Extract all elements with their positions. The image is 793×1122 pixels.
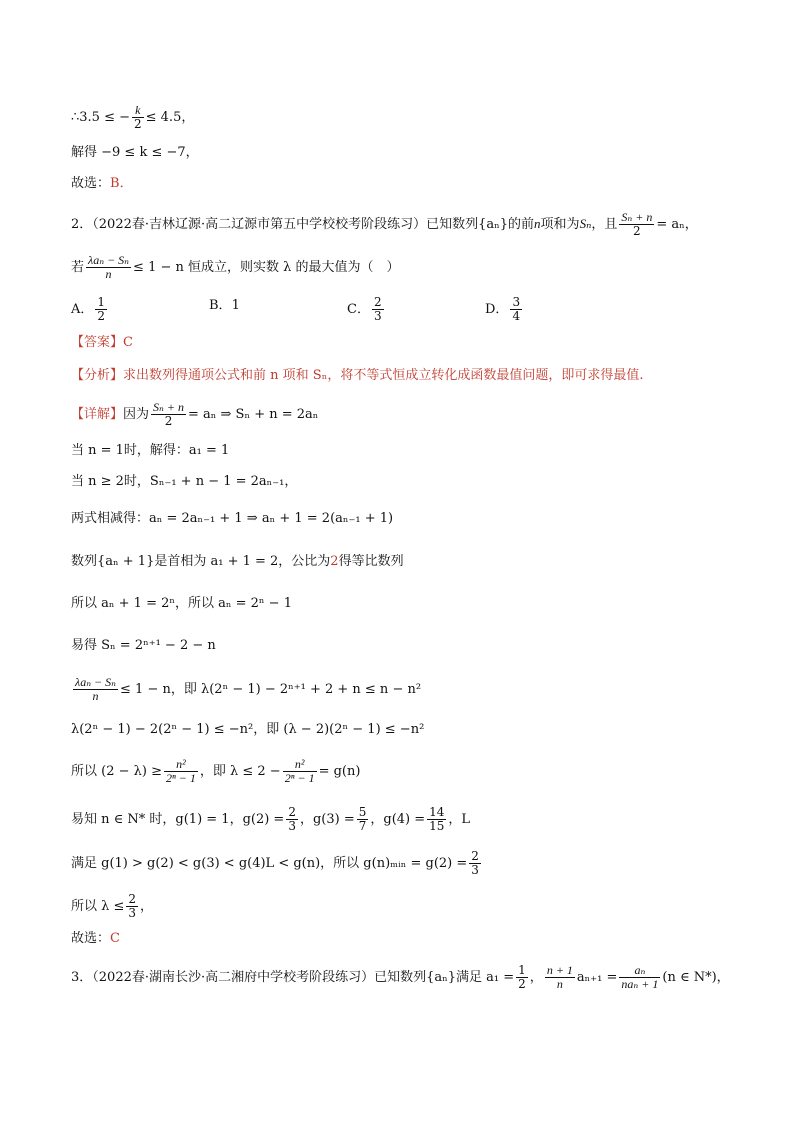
q3-stem: 3．（2022春·湖南长沙·高二湘府中学校考阶段练习）已知数列{aₙ}满足 a₁ = $\frac{1}{2}$ ， $\frac{n + 1}{n}$ aₙ₊₁ = $\frac{\text{aₙ}}{\text{naₙ + 1}}$ (n ∈ N*)，: [71, 963, 730, 991]
detail-line: 【详解】因为 $\frac{\text{Sₙ + n}}{2}$ = aₙ ⇒ Sₙ + n = 2aₙ: [71, 400, 319, 428]
step-1: 当 n = 1时，解得：a₁ = 1: [71, 443, 230, 458]
fraction: $\frac{\text{Sₙ + n}}{2}$: [621, 210, 653, 238]
answer-line: 【答案】C: [71, 335, 133, 350]
fraction: $\frac{\text{Sₙ + n}}{2}$: [153, 400, 184, 428]
step-2: 当 n ≥ 2时，Sₙ₋₁ + n − 1 = 2aₙ₋₁，: [71, 474, 298, 489]
fraction: $\frac{k}{2}$: [134, 103, 142, 131]
q2-options: [71, 295, 731, 323]
step-4: 数列{aₙ + 1}是首相为 a₁ + 1 = 2，公比为2得等比数列: [71, 554, 404, 569]
step-8: λ(2ⁿ − 1) − 2(2ⁿ − 1) ≤ −n²，即 (λ − 2)(2ⁿ − 1) ≤ −n²: [71, 722, 425, 737]
step-6: 易得 Sₙ = 2ⁿ⁺¹ − 2 − n: [71, 638, 216, 653]
analysis-line: 【分析】求出数列得通项公式和前 n 项和 Sₙ，将不等式恒成立转化成函数最值问题，即可求得最值.: [71, 368, 644, 383]
option-b: B．1: [209, 298, 240, 313]
fraction: $\frac{\text{λaₙ − Sₙ}}{n}$: [75, 675, 117, 703]
option-d: D． $\frac{3}{4}$: [485, 295, 521, 323]
step-10: 易知 n ∈ N* 时，g(1) = 1，g(2) = $\frac{2}{3}$ ，g(3) = $\frac{5}{7}$ ，g(4) = $\frac{14}{15}$ ，L: [71, 805, 471, 833]
prev-line-1: ∴3.5 ≤ − $\frac{k}{2}$ ≤ 4.5，: [71, 103, 195, 131]
fraction: $\frac{\text{λaₙ − Sₙ}}{n}$: [88, 253, 130, 281]
prev-answer: 故选：B．: [71, 176, 133, 191]
q2-stem-2: 若 $\frac{\text{λaₙ − Sₙ}}{n}$ ≤ 1 − n 恒成立，则实数 λ 的最大值为（ ）: [71, 253, 400, 281]
step-7: $\frac{\text{λaₙ − Sₙ}}{n}$ ≤ 1 − n，即 λ(2ⁿ − 1) − 2ⁿ⁺¹ + 2 + n ≤ n − n²: [75, 675, 422, 703]
q2-stem-1: 2．（2022春·吉林辽源·高二辽源市第五中学校校考阶段练习）已知数列{aₙ}的前n项和为Sₙ，且 $\frac{\text{Sₙ + n}}{2}$ = aₙ，: [71, 210, 698, 238]
step-11: 满足 g(1) > g(2) < g(3) < g(4)L < g(n)，所以 g(n)ₘᵢₙ = g(2) = $\frac{2}{3}$: [71, 849, 479, 877]
step-12: 所以 λ ≤ $\frac{2}{3}$ ，: [71, 892, 154, 920]
option-a: A． $\frac{1}{2}$: [71, 295, 106, 323]
step-3: 两式相减得：aₙ = 2aₙ₋₁ + 1 ⇒ aₙ + 1 = 2(aₙ₋₁ + 1): [71, 511, 394, 526]
step-5: 所以 aₙ + 1 = 2ⁿ，所以 aₙ = 2ⁿ − 1: [71, 596, 292, 611]
q2-final-answer: 故选：C: [71, 931, 120, 946]
prev-line-2: 解得 −9 ≤ k ≤ −7，: [71, 145, 199, 160]
option-c: C． $\frac{2}{3}$: [347, 295, 382, 323]
step-9: 所以 (2 − λ) ≥ $\frac{\text{n²}}{\text{2ⁿ − 1}}$ ，即 λ ≤ 2 − $\frac{\text{n²}}{\text{2ⁿ − 1}}$ = g(n): [71, 757, 361, 785]
